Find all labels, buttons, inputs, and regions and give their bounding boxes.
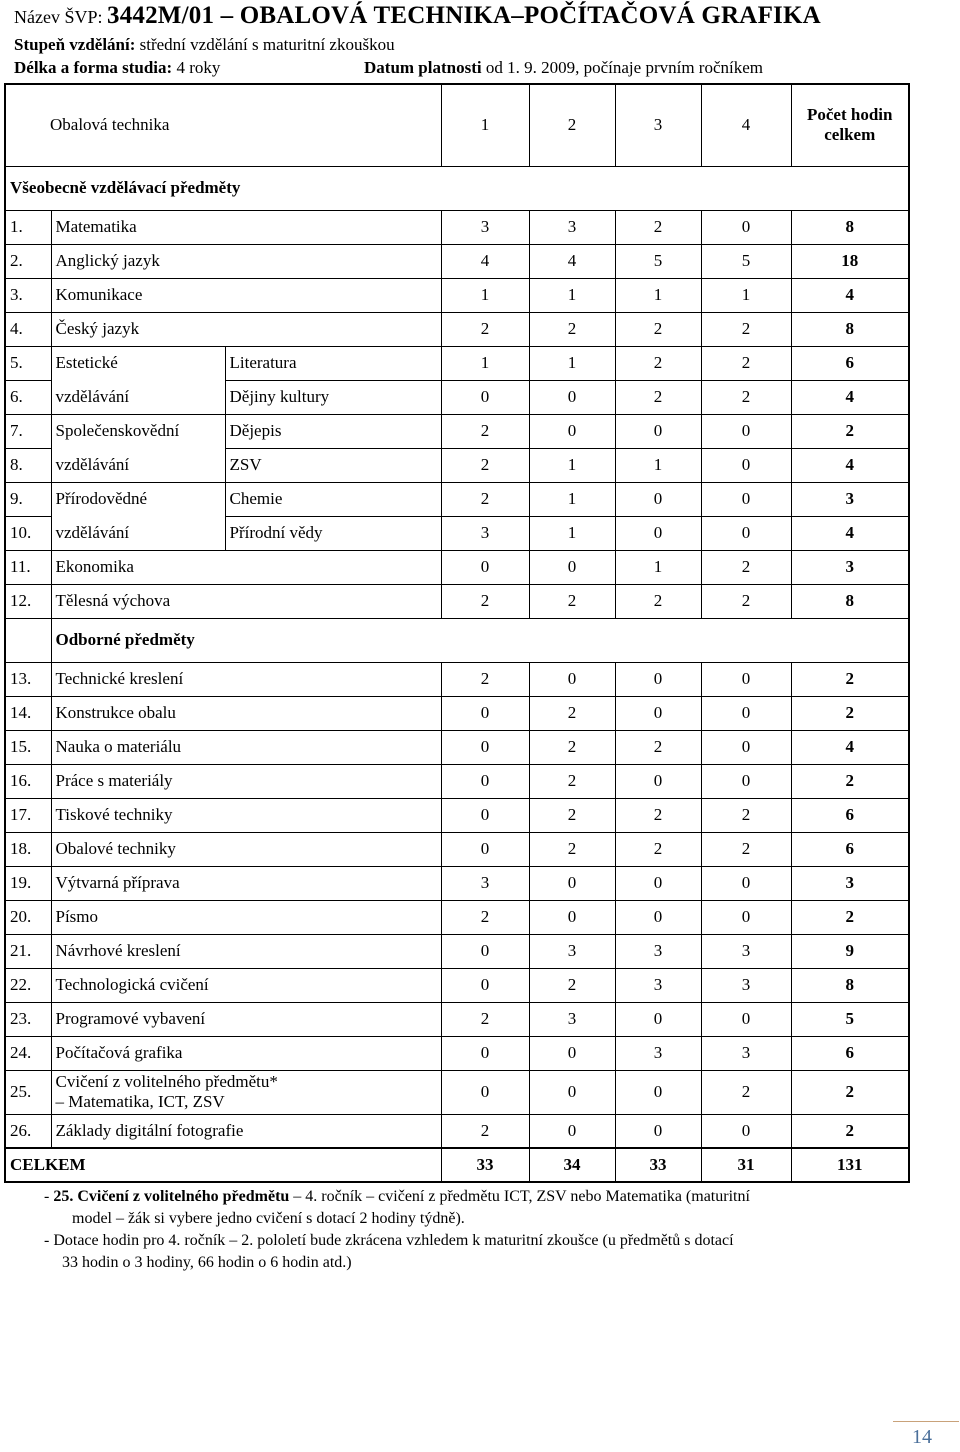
row-number: 23.: [5, 1002, 51, 1036]
year-1-hours: 2: [441, 1002, 529, 1036]
row-number: 20.: [5, 900, 51, 934]
row-number: 3.: [5, 278, 51, 312]
subject-name-line1: Cvičení z volitelného předmětu*: [55, 1072, 278, 1091]
table-row: [5, 900, 909, 934]
label-stupen: Stupeň vzdělání:: [14, 35, 136, 54]
year-3-hours: 1: [615, 550, 701, 584]
label-nazev: Název ŠVP:: [14, 7, 103, 27]
total-hours: 6: [791, 798, 909, 832]
year-1-hours: 1: [441, 278, 529, 312]
year-2-hours: 2: [529, 798, 615, 832]
year-2-hours: 1: [529, 516, 615, 550]
subject-name: Konstrukce obalu: [51, 696, 441, 730]
stupen-value: střední vzdělání s maturitní zkouškou: [139, 35, 395, 54]
row-number: 11.: [5, 550, 51, 584]
year-2-hours: 0: [529, 866, 615, 900]
subject-group: Společenskovědní: [51, 414, 225, 448]
subject-name: Komunikace: [51, 278, 441, 312]
year-3-hours: 2: [615, 346, 701, 380]
row-number: 13.: [5, 662, 51, 696]
table-row: [5, 482, 909, 516]
year-3-hours: 0: [615, 1002, 701, 1036]
year-1-total: 33: [441, 1148, 529, 1182]
study-duration-line: [14, 58, 914, 78]
year-4-hours: 0: [701, 1114, 791, 1148]
total-hours: 3: [791, 482, 909, 516]
total-hours: 2: [791, 1070, 909, 1114]
subject-name: Technologická cvičení: [51, 968, 441, 1002]
total-label: CELKEM: [5, 1148, 441, 1182]
year-2-hours: 0: [529, 900, 615, 934]
table-row: [5, 584, 909, 618]
footnote-1-bold: 25. Cvičení z volitelného předmětu: [53, 1188, 290, 1205]
year-3-hours: 3: [615, 1036, 701, 1070]
year-3-hours: 0: [615, 696, 701, 730]
subject-group: vzdělávání: [51, 448, 225, 482]
year-1-hours: 0: [441, 968, 529, 1002]
total-hours: 3: [791, 550, 909, 584]
subject-name: Základy digitální fotografie: [51, 1114, 441, 1148]
row-number: 1.: [5, 210, 51, 244]
subject-name: Chemie: [225, 482, 441, 516]
year-2-hours: 3: [529, 1002, 615, 1036]
year-2-hours: 0: [529, 1070, 615, 1114]
table-row: [5, 244, 909, 278]
footnote-1-cont: model – žák si vybere jedno cvičení s dotací 2 hodiny týdně).: [72, 1210, 465, 1227]
subject-name: ZSV: [225, 448, 441, 482]
subject-name: Návrhové kreslení: [51, 934, 441, 968]
year-2-hours: 0: [529, 1036, 615, 1070]
year-3-hours: 0: [615, 516, 701, 550]
education-level: [14, 35, 395, 55]
validity-date: [364, 58, 763, 78]
subject-group: Estetické: [51, 346, 225, 380]
year-3-hours: 2: [615, 210, 701, 244]
section-spacer: [5, 618, 51, 662]
year-4-hours: 3: [701, 968, 791, 1002]
year-1-hours: 4: [441, 244, 529, 278]
year-2-hours: 2: [529, 764, 615, 798]
table-row: [5, 346, 909, 380]
footnote-1: [44, 1186, 924, 1208]
row-number: 14.: [5, 696, 51, 730]
year-4-hours: 0: [701, 516, 791, 550]
section-general-row: [5, 166, 909, 210]
table-row: [5, 934, 909, 968]
subject-name: Technické kreslení: [51, 662, 441, 696]
year-4-hours: 1: [701, 278, 791, 312]
year-1-hours: 2: [441, 482, 529, 516]
year-4-hours: 3: [701, 1036, 791, 1070]
year-2-hours: 0: [529, 662, 615, 696]
year-3-hours: 2: [615, 730, 701, 764]
table-row: [5, 1036, 909, 1070]
label-datum: Datum platnosti: [364, 58, 482, 77]
page-number: 14: [912, 1426, 932, 1448]
table-row: [5, 312, 909, 346]
year-4-hours: 0: [701, 448, 791, 482]
total-hours: 2: [791, 662, 909, 696]
year-1-hours: 1: [441, 346, 529, 380]
year-2-total: 34: [529, 1148, 615, 1182]
table-row: [5, 414, 909, 448]
year-4-total: 31: [701, 1148, 791, 1182]
year-2-hours: 0: [529, 1114, 615, 1148]
delka-value: 4 roky: [176, 58, 221, 77]
section-professional-row: [5, 618, 909, 662]
grand-total: 131: [791, 1148, 909, 1182]
year-4-hours: 2: [701, 312, 791, 346]
table-row: [5, 210, 909, 244]
table-row: [5, 516, 909, 550]
total-hours: 2: [791, 696, 909, 730]
year-4-hours: 0: [701, 764, 791, 798]
table-row: [5, 968, 909, 1002]
year-3-hours: 2: [615, 832, 701, 866]
footnote-2-cont: 33 hodin o 3 hodiny, 66 hodin o 6 hodin atd.): [62, 1254, 352, 1271]
section-general: Všeobecně vzdělávací předměty: [5, 166, 909, 210]
table-row: [5, 866, 909, 900]
year-3-hours: 0: [615, 1114, 701, 1148]
row-number: 24.: [5, 1036, 51, 1070]
year-4-hours: 0: [701, 210, 791, 244]
row-number: 15.: [5, 730, 51, 764]
total-hours: 4: [791, 278, 909, 312]
year-3-hours: 0: [615, 662, 701, 696]
subject-name: Anglický jazyk: [51, 244, 441, 278]
table-header-row: [5, 84, 909, 166]
subject-group: vzdělávání: [51, 516, 225, 550]
year-4-hours: 0: [701, 482, 791, 516]
total-hours: 4: [791, 516, 909, 550]
row-number: 17.: [5, 798, 51, 832]
year-1-hours: 3: [441, 866, 529, 900]
year-4-hours: 0: [701, 662, 791, 696]
subject-name: Výtvarná příprava: [51, 866, 441, 900]
table-row: [5, 832, 909, 866]
total-hours: 9: [791, 934, 909, 968]
footnotes: [44, 1186, 924, 1274]
program-title: [14, 2, 821, 30]
year-3-hours: 2: [615, 798, 701, 832]
subject-name: Dějepis: [225, 414, 441, 448]
total-hours: 8: [791, 968, 909, 1002]
total-hours: 4: [791, 380, 909, 414]
year-1-header: 1: [441, 84, 529, 166]
total-hours: 4: [791, 448, 909, 482]
year-1-hours: 2: [441, 312, 529, 346]
subject-group: vzdělávání: [51, 380, 225, 414]
year-2-hours: 4: [529, 244, 615, 278]
year-1-hours: 2: [441, 584, 529, 618]
subject-name: [51, 1070, 441, 1114]
year-1-hours: 3: [441, 516, 529, 550]
year-2-hours: 3: [529, 210, 615, 244]
year-1-hours: 0: [441, 1036, 529, 1070]
table-row: [5, 1114, 909, 1148]
total-hours: 8: [791, 584, 909, 618]
year-4-hours: 0: [701, 1002, 791, 1036]
year-4-hours: 3: [701, 934, 791, 968]
year-3-hours: 0: [615, 1070, 701, 1114]
table-row: [5, 278, 909, 312]
year-3-hours: 1: [615, 448, 701, 482]
year-2-hours: 1: [529, 346, 615, 380]
year-4-hours: 2: [701, 1070, 791, 1114]
year-2-hours: 2: [529, 730, 615, 764]
year-1-hours: 0: [441, 696, 529, 730]
year-3-header: 3: [615, 84, 701, 166]
table-row: [5, 662, 909, 696]
total-hours: 4: [791, 730, 909, 764]
year-3-hours: 0: [615, 482, 701, 516]
footnote-1-prefix: -: [44, 1188, 54, 1205]
subject-name: Dějiny kultury: [225, 380, 441, 414]
year-1-hours: 2: [441, 662, 529, 696]
year-2-hours: 0: [529, 414, 615, 448]
year-2-hours: 2: [529, 696, 615, 730]
year-4-header: 4: [701, 84, 791, 166]
table-row: [5, 764, 909, 798]
subject-name: Český jazyk: [51, 312, 441, 346]
year-3-hours: 3: [615, 934, 701, 968]
year-4-hours: 2: [701, 832, 791, 866]
year-4-hours: 0: [701, 696, 791, 730]
subject-name: Literatura: [225, 346, 441, 380]
total-hours: 8: [791, 312, 909, 346]
datum-value: od 1. 9. 2009, počínaje prvním ročníkem: [485, 58, 763, 77]
year-3-hours: 1: [615, 278, 701, 312]
total-hours: 2: [791, 414, 909, 448]
year-2-hours: 3: [529, 934, 615, 968]
year-4-hours: 0: [701, 414, 791, 448]
total-hours: 5: [791, 1002, 909, 1036]
row-number: 26.: [5, 1114, 51, 1148]
year-1-hours: 2: [441, 448, 529, 482]
total-hours: 2: [791, 764, 909, 798]
subject-name-line2: – Matematika, ICT, ZSV: [55, 1092, 225, 1111]
year-3-hours: 0: [615, 414, 701, 448]
row-number: 22.: [5, 968, 51, 1002]
row-number: 10.: [5, 516, 51, 550]
table-title: Obalová technika: [5, 84, 441, 166]
row-number: 2.: [5, 244, 51, 278]
year-3-hours: 2: [615, 380, 701, 414]
year-4-hours: 0: [701, 900, 791, 934]
total-hours: 6: [791, 1036, 909, 1070]
year-1-hours: 3: [441, 210, 529, 244]
subject-name: Obalové techniky: [51, 832, 441, 866]
year-1-hours: 0: [441, 832, 529, 866]
year-2-hours: 0: [529, 550, 615, 584]
year-3-hours: 2: [615, 312, 701, 346]
year-3-hours: 3: [615, 968, 701, 1002]
total-hours-line2: celkem: [824, 125, 876, 145]
year-2-hours: 1: [529, 482, 615, 516]
year-1-hours: 0: [441, 550, 529, 584]
row-number: 12.: [5, 584, 51, 618]
section-professional: Odborné předměty: [51, 618, 909, 662]
row-number: 18.: [5, 832, 51, 866]
subject-name: Přírodní vědy: [225, 516, 441, 550]
year-1-hours: 0: [441, 934, 529, 968]
year-4-hours: 2: [701, 550, 791, 584]
year-4-hours: 0: [701, 730, 791, 764]
total-hours: 2: [791, 900, 909, 934]
row-number: 25.: [5, 1070, 51, 1114]
year-2-hours: 1: [529, 448, 615, 482]
subject-name: Počítačová grafika: [51, 1036, 441, 1070]
subject-name: Práce s materiály: [51, 764, 441, 798]
year-3-hours: 0: [615, 764, 701, 798]
program-code: 3442M/01 – OBALOVÁ TECHNIKA–POČÍTAČOVÁ GRAFIKA: [107, 2, 821, 29]
table-row: [5, 730, 909, 764]
year-2-hours: 2: [529, 584, 615, 618]
subject-name: Písmo: [51, 900, 441, 934]
row-number: 7.: [5, 414, 51, 448]
subject-name: Tiskové techniky: [51, 798, 441, 832]
total-hours: 18: [791, 244, 909, 278]
year-3-hours: 0: [615, 900, 701, 934]
year-2-header: 2: [529, 84, 615, 166]
subject-name: Nauka o materiálu: [51, 730, 441, 764]
year-1-hours: 0: [441, 1070, 529, 1114]
row-number: 9.: [5, 482, 51, 516]
year-2-hours: 0: [529, 380, 615, 414]
year-4-hours: 0: [701, 866, 791, 900]
year-3-hours: 5: [615, 244, 701, 278]
year-1-hours: 0: [441, 380, 529, 414]
table-row: [5, 1070, 909, 1114]
year-4-hours: 2: [701, 798, 791, 832]
subject-group: Přírodovědné: [51, 482, 225, 516]
row-number: 8.: [5, 448, 51, 482]
year-3-total: 33: [615, 1148, 701, 1182]
year-2-hours: 2: [529, 832, 615, 866]
total-row: [5, 1148, 909, 1182]
table-row: [5, 696, 909, 730]
subject-name: Ekonomika: [51, 550, 441, 584]
curriculum-table: [4, 83, 910, 1183]
year-1-hours: 2: [441, 414, 529, 448]
total-hours: 6: [791, 832, 909, 866]
total-hours-header: [791, 84, 909, 166]
subject-name: Matematika: [51, 210, 441, 244]
table-row: [5, 550, 909, 584]
footnote-2: - Dotace hodin pro 4. ročník – 2. pololetí bude zkrácena vzhledem k maturitní zkoušce (u předmětů s dotací: [44, 1232, 734, 1249]
row-number: 4.: [5, 312, 51, 346]
total-hours: 8: [791, 210, 909, 244]
row-number: 19.: [5, 866, 51, 900]
row-number: 6.: [5, 380, 51, 414]
label-delka: Délka a forma studia:: [14, 58, 173, 77]
subject-name: Programové vybavení: [51, 1002, 441, 1036]
year-1-hours: 0: [441, 730, 529, 764]
year-2-hours: 1: [529, 278, 615, 312]
table-row: [5, 380, 909, 414]
year-1-hours: 2: [441, 900, 529, 934]
subject-name: Tělesná výchova: [51, 584, 441, 618]
table-row: [5, 798, 909, 832]
total-hours-line1: Počet hodin: [807, 105, 893, 125]
row-number: 5.: [5, 346, 51, 380]
year-4-hours: 2: [701, 584, 791, 618]
total-hours: 6: [791, 346, 909, 380]
total-hours: 3: [791, 866, 909, 900]
table-row: [5, 1002, 909, 1036]
row-number: 21.: [5, 934, 51, 968]
page-number-rule: [893, 1421, 959, 1422]
table-row: [5, 448, 909, 482]
total-hours: 2: [791, 1114, 909, 1148]
year-1-hours: 0: [441, 798, 529, 832]
year-1-hours: 2: [441, 1114, 529, 1148]
year-1-hours: 0: [441, 764, 529, 798]
year-3-hours: 2: [615, 584, 701, 618]
year-3-hours: 0: [615, 866, 701, 900]
year-4-hours: 2: [701, 380, 791, 414]
row-number: 16.: [5, 764, 51, 798]
year-2-hours: 2: [529, 968, 615, 1002]
footnote-1-text: – 4. ročník – cvičení z předmětu ICT, ZSV nebo Matematika (maturitní: [289, 1188, 750, 1205]
year-4-hours: 5: [701, 244, 791, 278]
year-2-hours: 2: [529, 312, 615, 346]
year-4-hours: 2: [701, 346, 791, 380]
